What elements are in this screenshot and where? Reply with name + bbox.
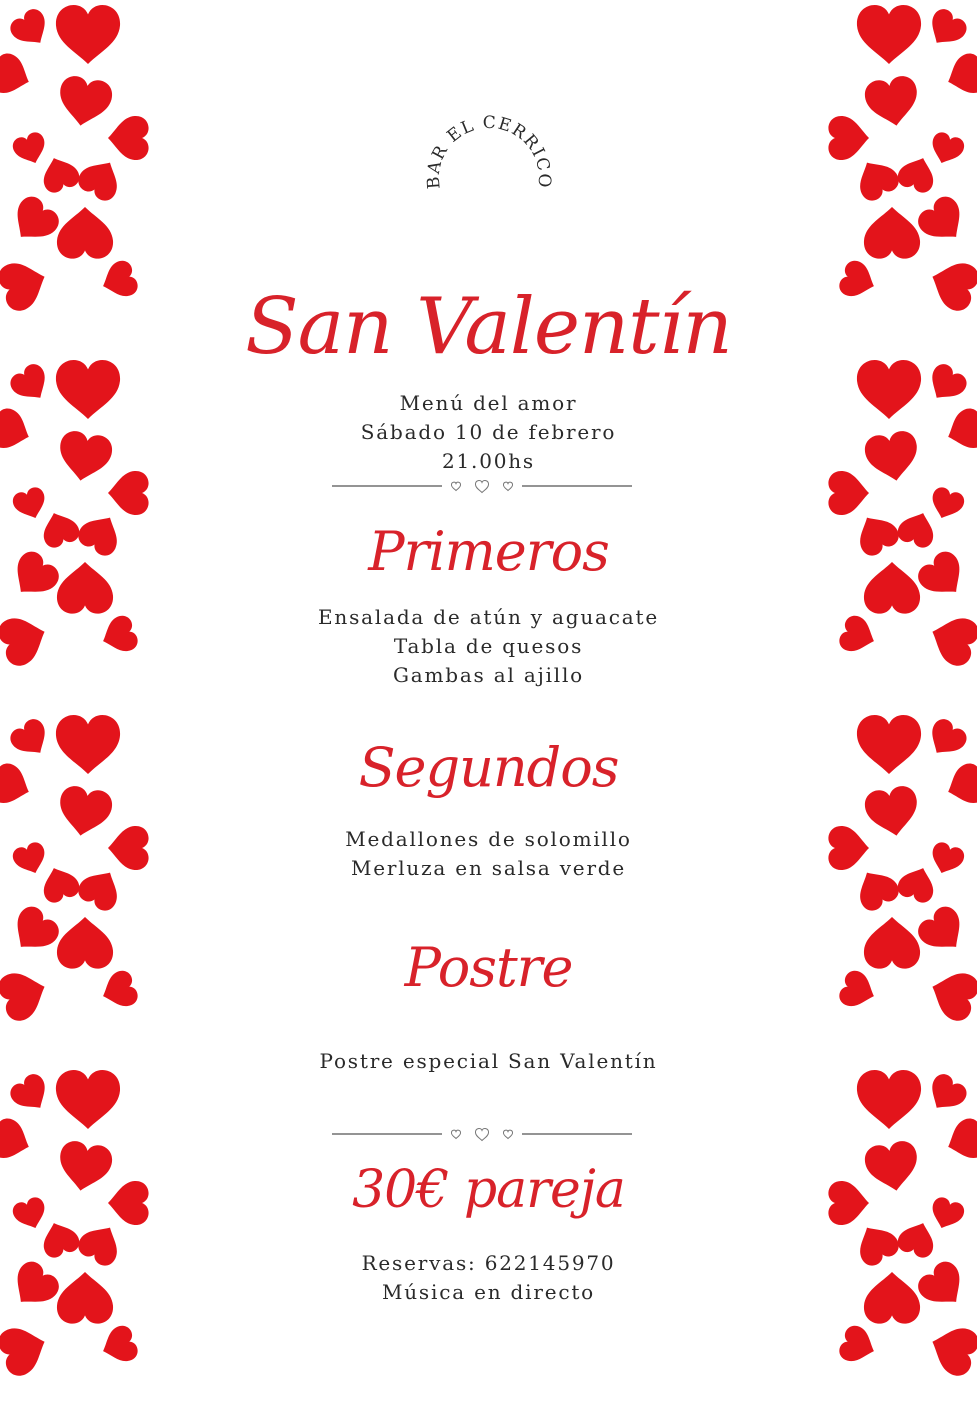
heart-icon bbox=[913, 192, 973, 251]
section-items-segundos bbox=[0, 825, 977, 883]
heart-outline-icon bbox=[503, 1130, 512, 1138]
heart-icon bbox=[857, 1070, 921, 1129]
heart-icon bbox=[10, 130, 50, 169]
heart-icon bbox=[922, 1070, 971, 1118]
svg-text:BAR EL CERRICO bbox=[424, 113, 555, 190]
menu-item: Merluza en salsa verde bbox=[350, 856, 627, 880]
heart-icon bbox=[926, 130, 966, 169]
heart-outline-icon bbox=[451, 482, 460, 490]
menu-item: Medallones de solomillo bbox=[345, 827, 632, 851]
heart-icon bbox=[828, 116, 869, 160]
section-items-primeros bbox=[0, 603, 977, 690]
heart-icon bbox=[924, 1319, 977, 1379]
heart-icon bbox=[7, 5, 56, 53]
heart-icon bbox=[56, 5, 120, 64]
heart-icon bbox=[941, 50, 977, 100]
heart-icon bbox=[922, 5, 971, 53]
heart-icon bbox=[97, 1323, 141, 1368]
heart-icon bbox=[4, 192, 64, 251]
heart-outline-icon bbox=[475, 1129, 488, 1141]
heart-icon bbox=[857, 5, 921, 64]
heart-icon bbox=[828, 471, 869, 515]
heart-icon bbox=[864, 207, 920, 259]
menu-item: Postre especial San Valentín bbox=[319, 1049, 658, 1073]
heart-outline-icon bbox=[503, 482, 512, 490]
menu-name: Menú del amor bbox=[399, 391, 578, 415]
heart-icon bbox=[7, 1070, 56, 1118]
event-time: 21.00hs bbox=[441, 449, 535, 473]
heart-icon bbox=[863, 74, 923, 130]
heart-icon bbox=[57, 207, 113, 259]
heart-outline-icon bbox=[475, 481, 488, 493]
divider bbox=[332, 1126, 632, 1142]
heart-icon bbox=[108, 116, 149, 160]
bar-logo bbox=[413, 96, 563, 206]
section-items-postre bbox=[0, 1047, 977, 1076]
menu-item: Gambas al ajillo bbox=[392, 663, 585, 687]
menu-item: Ensalada de atún y aguacate bbox=[318, 605, 659, 629]
price-label: 30€ pareja bbox=[352, 1160, 625, 1220]
divider bbox=[332, 478, 632, 494]
section-heading-postre: Postre bbox=[404, 936, 573, 999]
heart-icon bbox=[55, 74, 115, 130]
heart-icon bbox=[37, 152, 82, 196]
subtitle-block bbox=[0, 389, 977, 476]
section-heading-segundos: Segundos bbox=[358, 736, 619, 799]
heart-icon bbox=[108, 471, 149, 515]
heart-icon bbox=[74, 153, 127, 205]
heart-icon bbox=[850, 153, 903, 205]
live-music-note: Música en directo bbox=[381, 1280, 596, 1304]
heart-icon bbox=[837, 1323, 881, 1368]
bar-name: BAR EL CERRICO bbox=[423, 112, 555, 190]
footer-info bbox=[0, 1249, 977, 1307]
heart-icon bbox=[0, 50, 36, 100]
heart-icon bbox=[895, 152, 940, 196]
menu-item: Tabla de quesos bbox=[393, 634, 584, 658]
heart-icon bbox=[56, 1070, 120, 1129]
section-heading-primeros: Primeros bbox=[368, 520, 609, 583]
page-title: San Valentín bbox=[245, 282, 732, 372]
heart-icon bbox=[0, 1319, 53, 1379]
event-date: Sábado 10 de febrero bbox=[360, 420, 617, 444]
reservation-phone: Reservas: 622145970 bbox=[361, 1251, 616, 1275]
heart-outline-icon bbox=[451, 1130, 460, 1138]
